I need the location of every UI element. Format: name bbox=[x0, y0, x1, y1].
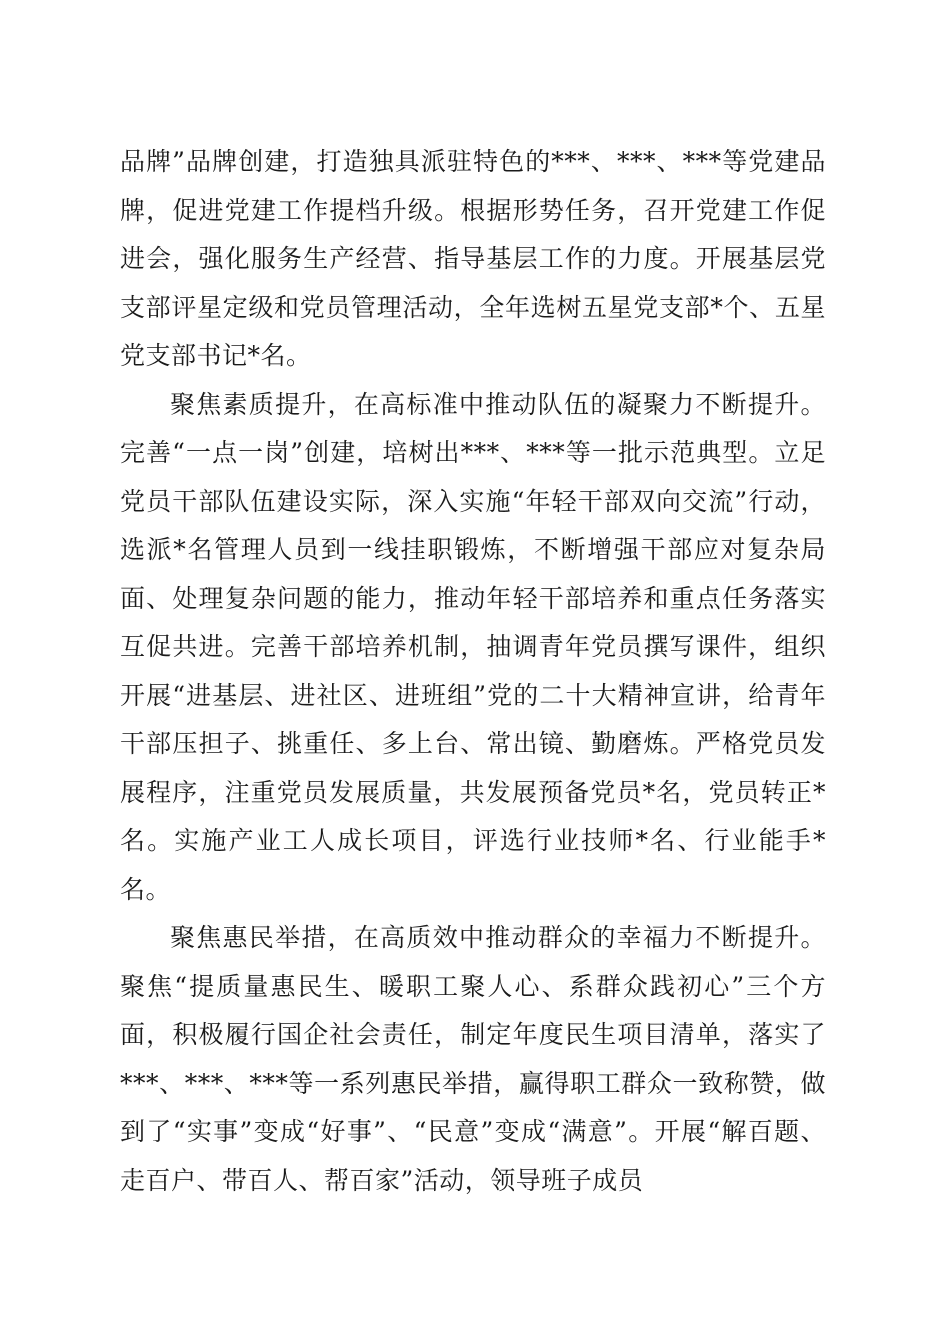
paragraph-quality-improvement: 聚焦素质提升，在高标准中推动队伍的凝聚力不断提升。完善“一点一岗”创建，培树出***、***等一批示范典型。立足党员干部队伍建设实际，深入实施“年轻干部双向交流”行动，选派*名管理人员到一线挂职锻炼，不断增强干部应对复杂局面、处理复杂问题的能力，推动年轻干部培养和重点任务落实互促共进。完善干部培养机制，抽调青年党员撰写课件，组织开展“进基层、进社区、进班组”党的二十大精神宣讲，给青年干部压担子、挑重任、多上台、常出镜、勤磨炼。严格党员发展程序，注重党员发展质量，共发展预备党员*名，党员转正*名。实施产业工人成长项目，评选行业技师*名、行业能手*名。 bbox=[120, 389, 826, 904]
document-body bbox=[120, 138, 826, 1205]
paragraph-people-benefit: 聚焦惠民举措，在高质效中推动群众的幸福力不断提升。聚焦“提质量惠民生、暖职工聚人心、系群众践初心”三个方面，积极履行国企社会责任，制定年度民生项目清单，落实了***、***、***等一系列惠民举措，赢得职工群众一致称赞，做到了“实事”变成“好事”、“民意”变成“满意”。开展“解百题、走百户、带百人、帮百家”活动，领导班子成员 bbox=[120, 923, 826, 1195]
paragraph-party-brand: 品牌”品牌创建，打造独具派驻特色的***、***、***等党建品牌，促进党建工作提档升级。根据形势任务，召开党建工作促进会，强化服务生产经营、指导基层工作的力度。开展基层党支部评星定级和党员管理活动，全年选树五星党支部*个、五星党支部书记*名。 bbox=[120, 147, 826, 370]
